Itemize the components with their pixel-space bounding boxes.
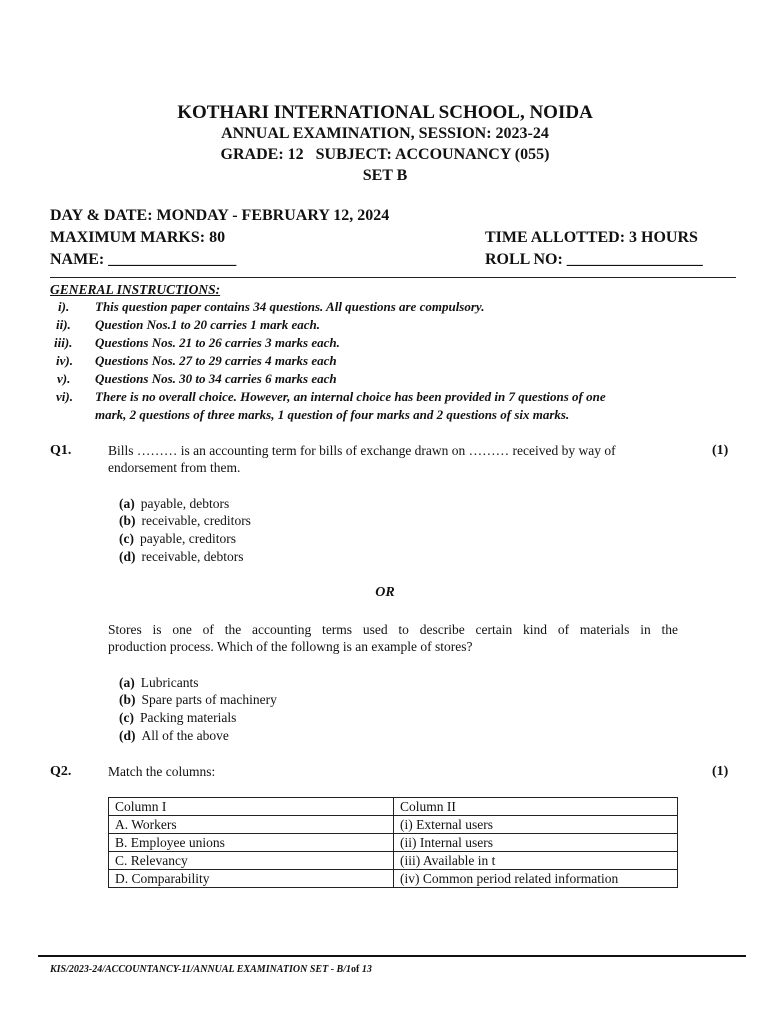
instruction-text: Questions Nos. 21 to 26 carries 3 marks each. <box>95 335 340 350</box>
option-label: (b) <box>119 692 136 707</box>
option-text: Lubricants <box>140 675 199 690</box>
question-marks: (1) <box>712 443 729 458</box>
instruction-number: vi). <box>56 389 73 404</box>
question-text-continued: endorsement from them. <box>108 460 241 475</box>
option-d <box>119 549 243 565</box>
table-cell: (i) External users <box>394 816 678 834</box>
instruction-text: Question Nos.1 to 20 carries 1 mark each. <box>95 317 320 332</box>
option-text: receivable, creditors <box>141 513 251 528</box>
or-separator: OR <box>375 585 395 600</box>
table-cell: (iv) Common period related information <box>394 870 678 888</box>
question-text: Bills ……… is an accounting term for bills of exchange drawn on ……… received by way of <box>108 443 616 458</box>
name-field: NAME: ________________ <box>50 251 237 268</box>
page-footer <box>50 964 372 975</box>
option-text: All of the above <box>141 728 229 743</box>
total-pages: 13 <box>361 964 372 975</box>
question-number: Q2. <box>50 764 72 779</box>
table-cell: Column I <box>109 798 394 816</box>
of-label: of <box>351 964 360 975</box>
option-label: (b) <box>119 513 136 528</box>
table-cell: Column II <box>394 798 678 816</box>
instruction-text: Questions Nos. 27 to 29 carries 4 marks each <box>95 353 337 368</box>
table-cell: (iii) Available in t <box>394 852 678 870</box>
alt-option-d <box>119 728 229 744</box>
question-number: Q1. <box>50 443 72 458</box>
instruction-text: This question paper contains 34 questions. All questions are compulsory. <box>95 299 485 314</box>
table-row <box>109 834 678 852</box>
table-row <box>109 816 678 834</box>
table-row <box>109 852 678 870</box>
alt-option-a <box>119 675 198 691</box>
option-b <box>119 513 251 529</box>
table-row <box>109 870 678 888</box>
table-cell: D. Comparability <box>109 870 394 888</box>
alt-question-text: Stores is one of the accounting terms used to describe certain kind of materials in the <box>108 622 678 637</box>
grade-subject: GRADE: 12 SUBJECT: ACCOUNANCY (055) <box>220 146 550 163</box>
option-label: (a) <box>119 675 135 690</box>
instruction-number: i). <box>58 299 70 314</box>
table-row <box>109 798 678 816</box>
alt-option-c <box>119 710 236 726</box>
instruction-number: iii). <box>54 335 73 350</box>
instruction-number: iv). <box>56 353 73 368</box>
school-name: KOTHARI INTERNATIONAL SCHOOL, NOIDA <box>177 102 593 123</box>
day-date: DAY & DATE: MONDAY - FEBRUARY 12, 2024 <box>50 207 390 224</box>
option-label: (c) <box>119 531 134 546</box>
roll-no-field: ROLL NO: _________________ <box>485 251 703 268</box>
instruction-text-continued: mark, 2 questions of three marks, 1 question of four marks and 2 questions of six marks. <box>95 407 570 422</box>
option-label: (a) <box>119 496 135 511</box>
question-marks: (1) <box>712 764 729 779</box>
instruction-text: Questions Nos. 30 to 34 carries 6 marks each <box>95 371 337 386</box>
option-text: Packing materials <box>139 710 237 725</box>
time-allotted: TIME ALLOTTED: 3 HOURS <box>485 229 698 246</box>
option-text: Spare parts of machinery <box>141 692 277 707</box>
option-label: (d) <box>119 549 136 564</box>
exam-session: ANNUAL EXAMINATION, SESSION: 2023-24 <box>221 125 549 142</box>
table-cell: B. Employee unions <box>109 834 394 852</box>
maximum-marks: MAXIMUM MARKS: 80 <box>50 229 226 246</box>
question-text: Match the columns: <box>108 764 216 779</box>
alt-question-text-continued: production process. Which of the followng is an example of stores? <box>108 639 473 654</box>
alt-option-b <box>119 692 277 708</box>
option-label: (d) <box>119 728 136 743</box>
page-number: 1 <box>346 964 351 975</box>
footer-code: KIS/2023-24/ACCOUNTANCY-11/ANNUAL EXAMINATION SET - B/ <box>50 964 346 975</box>
instruction-number: ii). <box>56 317 71 332</box>
option-c <box>119 531 236 547</box>
set-label: SET B <box>362 167 408 184</box>
header-divider <box>50 277 736 278</box>
instruction-number: v). <box>57 371 71 386</box>
option-text: payable, creditors <box>139 531 236 546</box>
table-cell: C. Relevancy <box>109 852 394 870</box>
option-a <box>119 496 229 512</box>
match-columns-table <box>108 797 678 888</box>
footer-divider <box>38 955 746 957</box>
option-label: (c) <box>119 710 134 725</box>
table-cell: (ii) Internal users <box>394 834 678 852</box>
instruction-text: There is no overall choice. However, an internal choice has been provided in 7 questions of one <box>95 389 606 404</box>
option-text: payable, debtors <box>140 496 230 511</box>
table-cell: A. Workers <box>109 816 394 834</box>
option-text: receivable, debtors <box>141 549 244 564</box>
instructions-title: GENERAL INSTRUCTIONS: <box>50 282 221 297</box>
